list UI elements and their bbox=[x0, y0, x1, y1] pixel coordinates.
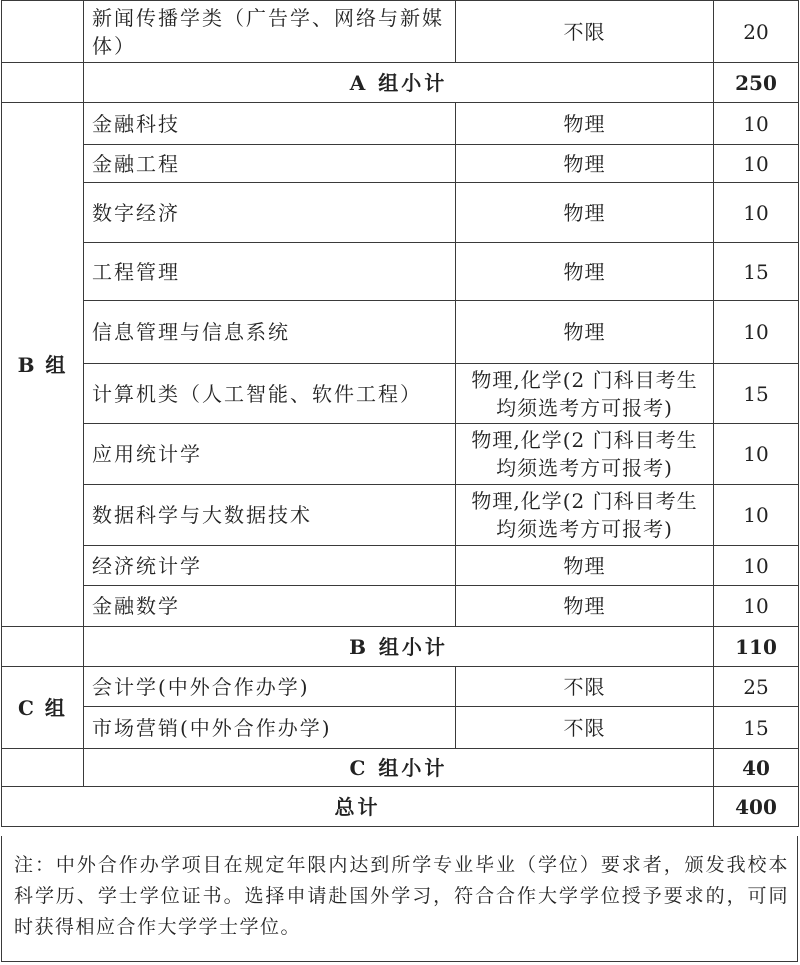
quota-cell: 10 bbox=[714, 546, 799, 586]
group-c-label: C 组 bbox=[2, 667, 84, 749]
quota-cell: 10 bbox=[714, 103, 799, 145]
total-row bbox=[2, 787, 799, 827]
group-b-subtotal-label: B 组小计 bbox=[84, 627, 714, 667]
subject-requirement-cell: 不限 bbox=[456, 667, 714, 707]
subject-requirement-cell: 物理 bbox=[456, 243, 714, 301]
table-row bbox=[2, 707, 799, 749]
table-row bbox=[2, 364, 799, 424]
enrollment-plan-table bbox=[1, 0, 799, 827]
table-row bbox=[2, 485, 799, 546]
subject-requirement-cell: 物理,化学(2 门科目考生均须选考方可报考) bbox=[456, 485, 714, 546]
subject-requirement-cell: 物理 bbox=[456, 586, 714, 627]
footnote: 注：中外合作办学项目在规定年限内达到所学专业毕业（学位）要求者，颁发我校本科学历、学士学位证书。选择申请赴国外学习，符合合作大学学位授予要求的，可同时获得相应合作大学学士学位。 bbox=[1, 836, 798, 962]
major-cell: 数字经济 bbox=[84, 183, 456, 243]
table-row bbox=[2, 243, 799, 301]
table-row bbox=[2, 183, 799, 243]
subject-requirement-cell: 物理 bbox=[456, 145, 714, 183]
subtotal-row bbox=[2, 749, 799, 787]
subject-requirement-cell: 物理,化学(2 门科目考生均须选考方可报考) bbox=[456, 364, 714, 424]
major-cell: 数据科学与大数据技术 bbox=[84, 485, 456, 546]
group-c-spacer-cell bbox=[2, 749, 84, 787]
table-row bbox=[2, 145, 799, 183]
table-row bbox=[2, 424, 799, 485]
subject-requirement-cell: 物理 bbox=[456, 183, 714, 243]
quota-cell: 20 bbox=[714, 1, 799, 63]
group-a-subtotal-label: A 组小计 bbox=[84, 63, 714, 103]
group-a-cell bbox=[2, 1, 84, 63]
grand-total-label: 总计 bbox=[2, 787, 714, 827]
major-cell: 新闻传播学类（广告学、网络与新媒体） bbox=[84, 1, 456, 63]
subject-requirement-cell: 物理 bbox=[456, 301, 714, 364]
subject-requirement-cell: 物理 bbox=[456, 103, 714, 145]
major-cell: 金融数学 bbox=[84, 586, 456, 627]
group-c-subtotal-label: C 组小计 bbox=[84, 749, 714, 787]
table-row bbox=[2, 546, 799, 586]
major-cell: 计算机类（人工智能、软件工程） bbox=[84, 364, 456, 424]
quota-cell: 15 bbox=[714, 707, 799, 749]
subtotal-row bbox=[2, 627, 799, 667]
subject-requirement-cell: 不限 bbox=[456, 707, 714, 749]
quota-cell: 10 bbox=[714, 424, 799, 485]
major-cell: 市场营销(中外合作办学) bbox=[84, 707, 456, 749]
table-row bbox=[2, 103, 799, 145]
quota-cell: 10 bbox=[714, 183, 799, 243]
major-cell: 应用统计学 bbox=[84, 424, 456, 485]
table-row bbox=[2, 301, 799, 364]
quota-cell: 15 bbox=[714, 364, 799, 424]
subject-requirement-cell: 物理 bbox=[456, 546, 714, 586]
group-a-subtotal-value: 250 bbox=[714, 63, 799, 103]
group-b-spacer-cell bbox=[2, 627, 84, 667]
group-b-subtotal-value: 110 bbox=[714, 627, 799, 667]
subtotal-row bbox=[2, 63, 799, 103]
subject-requirement-cell: 物理,化学(2 门科目考生均须选考方可报考) bbox=[456, 424, 714, 485]
quota-cell: 10 bbox=[714, 586, 799, 627]
major-cell: 金融科技 bbox=[84, 103, 456, 145]
major-cell: 工程管理 bbox=[84, 243, 456, 301]
group-c-subtotal-value: 40 bbox=[714, 749, 799, 787]
quota-cell: 10 bbox=[714, 145, 799, 183]
table-row bbox=[2, 1, 799, 63]
group-b-label: B 组 bbox=[2, 103, 84, 627]
quota-cell: 10 bbox=[714, 485, 799, 546]
table-row bbox=[2, 586, 799, 627]
major-cell: 信息管理与信息系统 bbox=[84, 301, 456, 364]
grand-total-value: 400 bbox=[714, 787, 799, 827]
quota-cell: 25 bbox=[714, 667, 799, 707]
table-row bbox=[2, 667, 799, 707]
major-cell: 会计学(中外合作办学) bbox=[84, 667, 456, 707]
quota-cell: 10 bbox=[714, 301, 799, 364]
group-a-cell bbox=[2, 63, 84, 103]
major-cell: 金融工程 bbox=[84, 145, 456, 183]
subject-requirement-cell: 不限 bbox=[456, 1, 714, 63]
quota-cell: 15 bbox=[714, 243, 799, 301]
major-cell: 经济统计学 bbox=[84, 546, 456, 586]
